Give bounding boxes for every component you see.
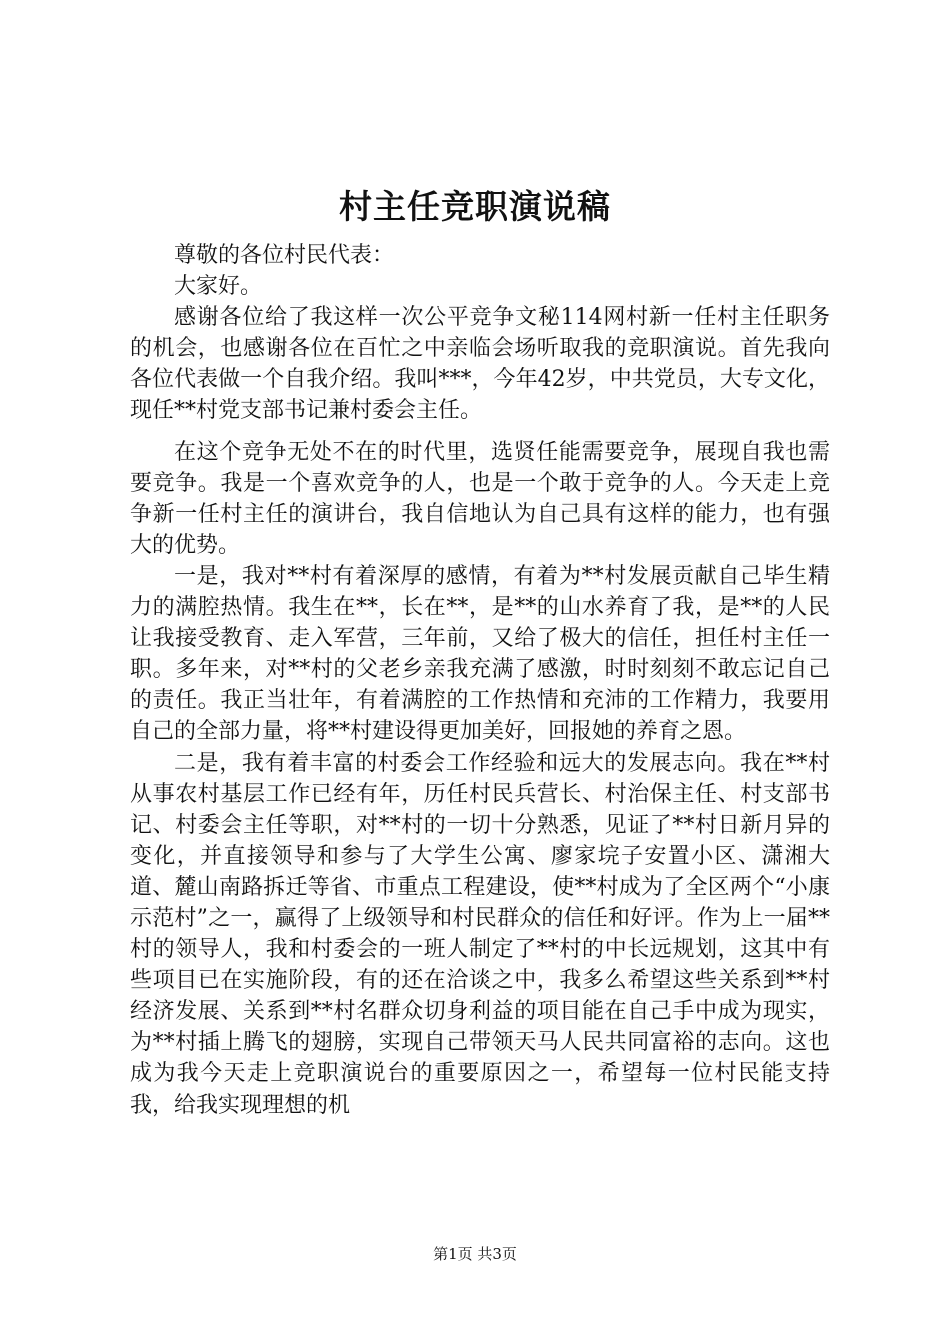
document-body xyxy=(130,240,830,1121)
salutation: 尊敬的各位村民代表： xyxy=(174,243,395,268)
paragraph-point-two: 二是，我有着丰富的村委会工作经验和远大的发展志向。我在**村从事农村基层工作已经有年，历任村民兵营长、村治保主任、村支部书记、村委会主任等职，对**村的一切十分熟悉，见证了**村日新月异的变化，并直接领导和参与了大学生公寓、廖家垸子安置小区、潇湘大道、麓山南路拆迁等省、市重点工程建设，使**村成为了全区两个“小康示范村”之一，赢得了上级领导和村民群众的信任和好评。作为上一届**村的领导人，我和村委会的一班人制定了**村的中长远规划，这其中有些项目已在实施阶段，有的还在洽谈之中，我多么希望这些关系到**村经济发展、关系到**村名群众切身利益的项目能在自己手中成为现实，为**村插上腾飞的翅膀，实现自己带领天马人民共同富裕的志向。这也成为我今天走上竞职演说台的重要原因之一，希望每一位村民能支持我，给我实现理想的机 xyxy=(130,750,830,1118)
page-number: 第1页 共3页 xyxy=(433,1245,517,1263)
paragraph-intro: 感谢各位给了我这样一次公平竞争文秘114网村新一任村主任职务的机会，也感谢各位在百忙之中亲临会场听取我的竞职演说。首先我向各位代表做一个自我介绍。我叫***，今年42岁，中共党员，大专文化，现任**村党支部书记兼村委会主任。 xyxy=(130,305,830,424)
page-footer xyxy=(0,1244,950,1264)
greeting: 大家好。 xyxy=(174,274,263,300)
document-title: 村主任竞职演说稿 xyxy=(339,187,611,226)
paragraph-point-one: 一是，我对**村有着深厚的感情，有着为**村发展贡献自己毕生精力的满腔热情。我生在**，长在**，是**的山水养育了我，是**的人民让我接受教育、走入军营，三年前，又给了极大的信任，担任村主任一职。多年来，对**村的父老乡亲我充满了感激，时时刻刻不敢忘记自己的责任。我正当壮年，有着满腔的工作热情和充沛的工作精力，我要用自己的全部力量，将**村建设得更加美好，回报她的养育之恩。 xyxy=(130,563,830,745)
paragraph-competition: 在这个竞争无处不在的时代里，选贤任能需要竞争，展现自我也需要竞争。我是一个喜欢竞争的人，也是一个敢于竞争的人。今天走上竞争新一任村主任的演讲台，我自信地认为自己具有这样的能力，也有强大的优势。 xyxy=(130,439,830,558)
